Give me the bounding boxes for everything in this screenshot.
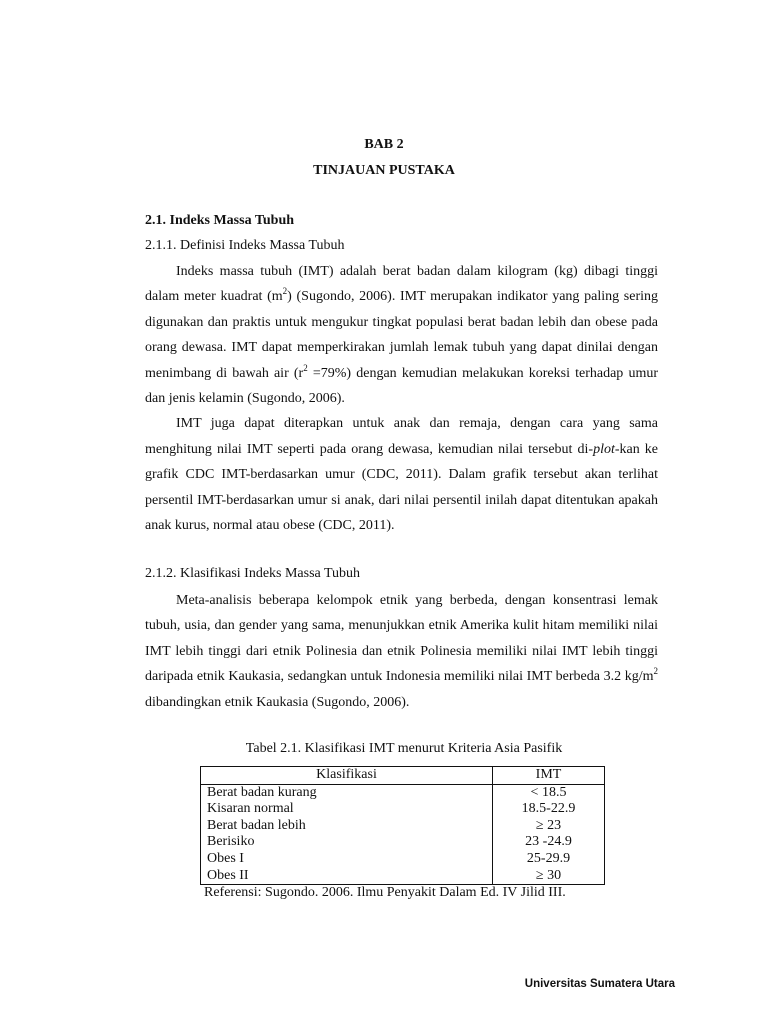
table-cell-imt: ≥ 23 bbox=[493, 818, 605, 835]
paragraph-imt-definition bbox=[145, 259, 658, 411]
paragraph-text: IMT juga dapat diterapkan untuk anak dan remaja, dengan cara yang sama menghitung nilai IMT seperti pada orang dewasa, kemudian nilai tersebut di- bbox=[145, 416, 658, 457]
table-cell-classification: Kisaran normal bbox=[201, 801, 493, 818]
table-header-row bbox=[201, 767, 605, 785]
table-caption: Tabel 2.1. Klasifikasi IMT menurut Kriteria Asia Pasifik bbox=[245, 741, 563, 756]
column-header-classification: Klasifikasi bbox=[201, 767, 493, 785]
table-row bbox=[201, 784, 605, 801]
university-footer: Universitas Sumatera Utara bbox=[524, 978, 675, 990]
paragraph-meta-analysis bbox=[145, 588, 658, 715]
paragraph-text: ) (Sugondo, 2006). IMT merupakan indikator yang paling sering digunakan dan praktis untuk mengukur tingkat populasi berat badan lebih dan obese pada orang dewasa. IMT dapat memperkirakan jumlah lemak tubuh yang dapat dinilai dengan menimbang di bawah air (r bbox=[145, 289, 659, 381]
superscript: 2 bbox=[653, 666, 658, 677]
table-cell-classification: Berisiko bbox=[201, 834, 493, 851]
table-cell-classification: Berat badan lebih bbox=[201, 818, 493, 835]
paragraph-text: =79%) dengan kemudian melakukan koreksi terhadap umur dan jenis kelamin (Sugondo, 2006). bbox=[145, 365, 658, 407]
table-row bbox=[201, 818, 605, 835]
superscript: 2 bbox=[303, 362, 308, 373]
column-header-imt: IMT bbox=[493, 767, 605, 785]
table-cell-classification: Berat badan kurang bbox=[201, 784, 493, 801]
superscript: 2 bbox=[282, 286, 288, 297]
section-heading: 2.1. Indeks Massa Tubuh bbox=[145, 213, 295, 228]
subsection-heading-classification: 2.1.2. Klasifikasi Indeks Massa Tubuh bbox=[145, 566, 361, 581]
paragraph-imt-children bbox=[145, 411, 658, 538]
table-cell-imt: < 18.5 bbox=[493, 784, 605, 801]
subsection-heading-definition: 2.1.1. Definisi Indeks Massa Tubuh bbox=[145, 238, 345, 253]
table-cell-imt: ≥ 30 bbox=[493, 868, 605, 885]
table-cell-imt: 23 -24.9 bbox=[493, 834, 605, 851]
italic-term: plot bbox=[593, 441, 615, 457]
table-row bbox=[201, 851, 605, 868]
table-row bbox=[201, 801, 605, 818]
paragraph-text: Meta-analisis beberapa kelompok etnik yang berbeda, dengan konsentrasi lemak tubuh, usia, dan gender yang sama, menunjukkan etnik Amerika kulit hitam memiliki nilai IMT lebih tinggi dari etnik Polinesia dan etnik Polinesia memiliki nilai IMT lebih tinggi daripada etnik Kaukasia, sedangkan untuk Indonesia memiliki nilai IMT berbeda 3.2 kg/m bbox=[145, 593, 658, 685]
classification-body bbox=[145, 588, 658, 715]
chapter-title: TINJAUAN PUSTAKA bbox=[313, 163, 455, 178]
chapter-number: BAB 2 bbox=[364, 137, 404, 152]
paragraph-text: Indeks massa tubuh (IMT) adalah berat badan dalam kilogram (kg) dibagi tinggi dalam meter kuadrat (m bbox=[145, 264, 658, 305]
table-cell-imt: 25-29.9 bbox=[493, 851, 605, 868]
paragraph-text: -kan ke grafik CDC IMT-berdasarkan umur (CDC, 2011). Dalam grafik tersebut akan terlihat persentil IMT-berdasarkan umur si anak, dari nilai persentil inilah dapat ditentukan apakah anak kurus, normal atau obese (CDC, 2011). bbox=[145, 441, 658, 534]
definition-body bbox=[145, 259, 658, 538]
table-row bbox=[201, 868, 605, 885]
table-row bbox=[201, 834, 605, 851]
table-reference: Referensi: Sugondo. 2006. Ilmu Penyakit Dalam Ed. IV Jilid III. bbox=[204, 885, 566, 900]
table-cell-classification: Obes I bbox=[201, 851, 493, 868]
table-cell-classification: Obes II bbox=[201, 868, 493, 885]
table-cell-imt: 18.5-22.9 bbox=[493, 801, 605, 818]
imt-classification-table bbox=[200, 766, 605, 885]
paragraph-text: dibandingkan etnik Kaukasia (Sugondo, 2006). bbox=[145, 694, 410, 710]
